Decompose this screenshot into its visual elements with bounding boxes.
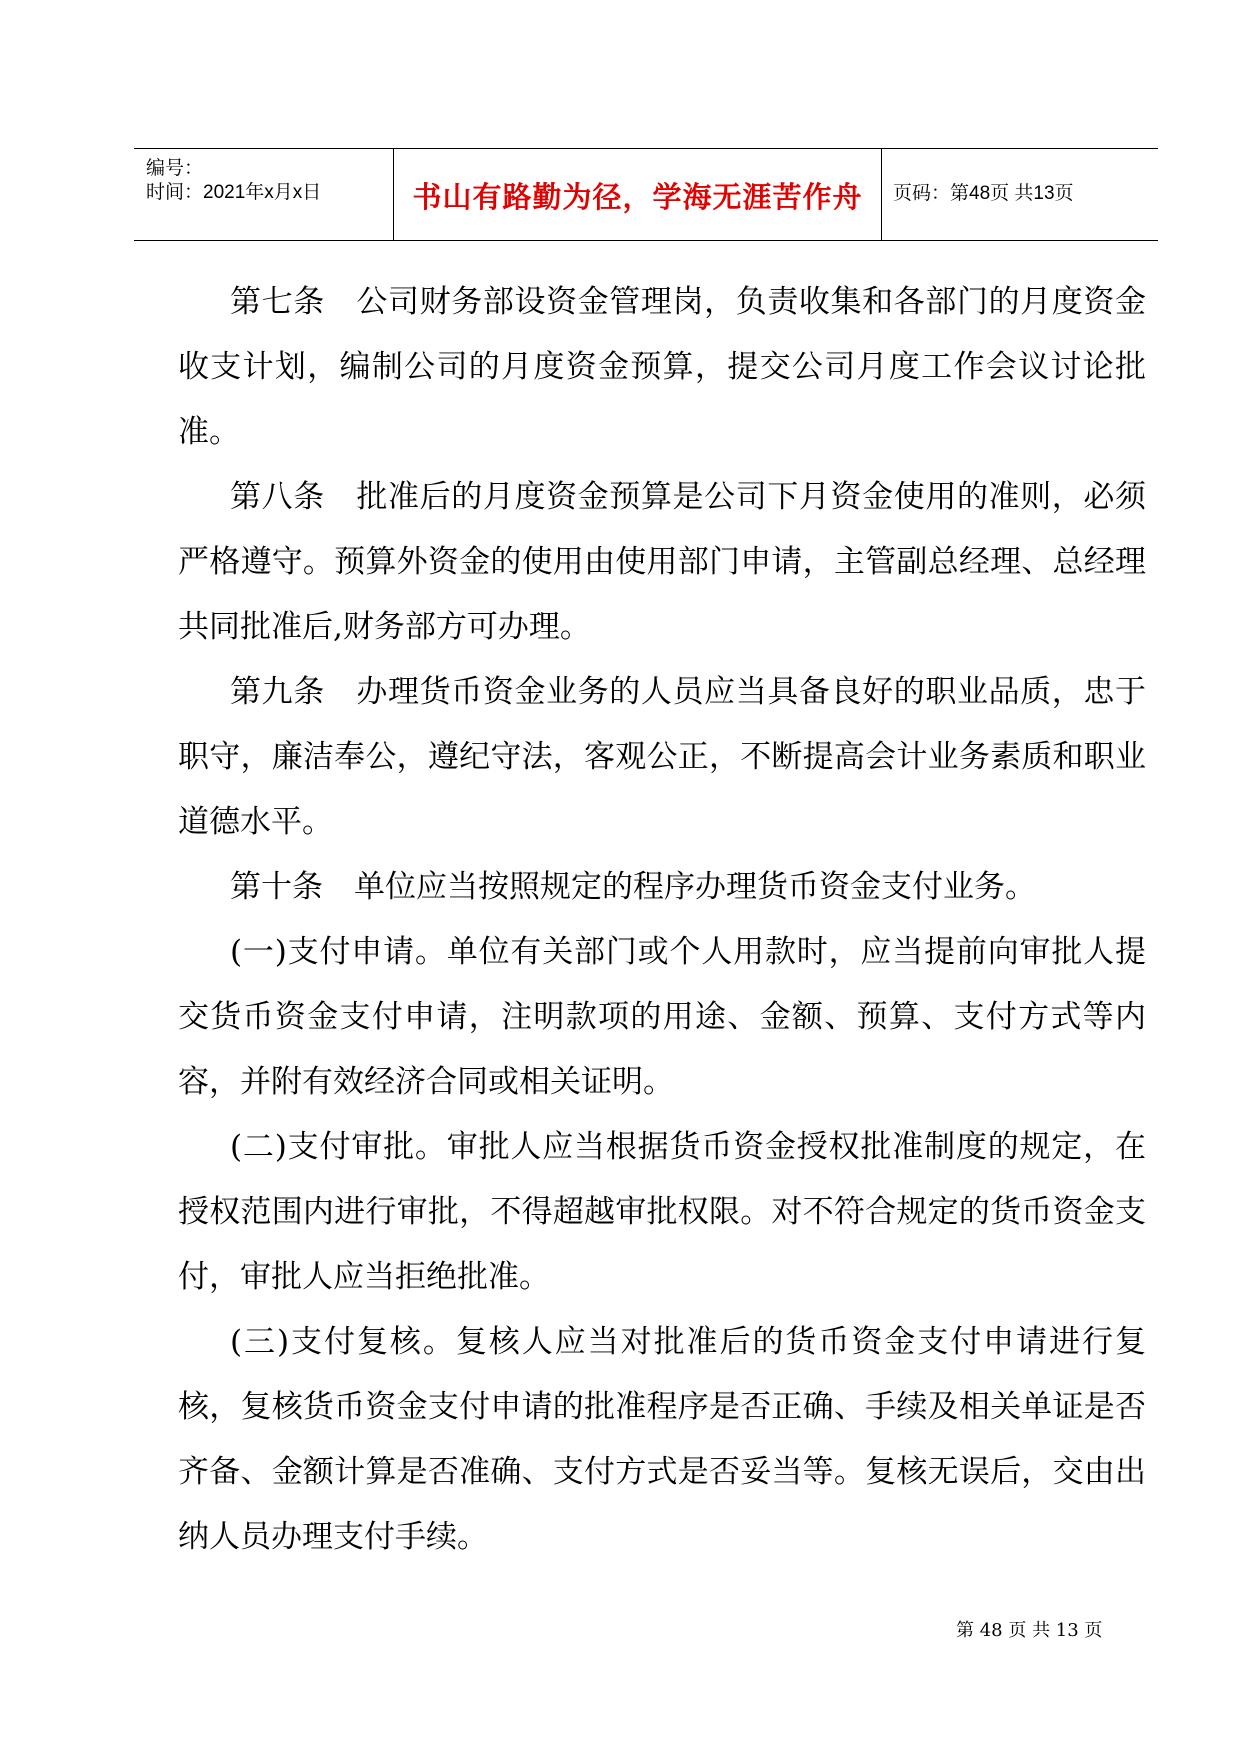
article-7-paragraph: 第七条 公司财务部设资金管理岗，负责收集和各部门的月度资金收支计划，编制公司的月度资金预算，提交公司月度工作会议讨论批准。 (178, 284, 1146, 450)
header-meta-cell (134, 149, 393, 240)
header-page-cell (881, 149, 1158, 240)
document-time-label: 时间：2021年x月x日 (146, 182, 322, 203)
header-page-code: 页码：第48页 共13页 (893, 183, 1074, 204)
document-number-label: 编号： (146, 158, 204, 179)
payment-review-paragraph: (三)支付复核。复核人应当对批准后的货币资金支付申请进行复核，复核货币资金支付申请的批准程序是否正确、手续及相关单证是否齐备、金额计算是否准确、支付方式是否妥当等。复核无误后，交由出纳人员办理支付手续。 (178, 1324, 1146, 1555)
article-8-paragraph: 第八条 批准后的月度资金预算是公司下月资金使用的准则，必须严格遵守。预算外资金的使用由使用部门申请，主管副总经理、总经理共同批准后,财务部方可办理。 (178, 479, 1146, 645)
payment-application-paragraph: (一)支付申请。单位有关部门或个人用款时，应当提前向审批人提交货币资金支付申请，注明款项的用途、金额、预算、支付方式等内容，并附有效经济合同或相关证明。 (178, 934, 1146, 1100)
document-body (178, 270, 1146, 1570)
article-9-paragraph: 第九条 办理货币资金业务的人员应当具备良好的职业品质，忠于职守，廉洁奉公，遵纪守法，客观公正，不断提高会计业务素质和职业道德水平。 (178, 674, 1146, 840)
page-header (134, 148, 1158, 241)
page-footer-number: 第 48 页 共 13 页 (956, 1620, 1103, 1641)
header-motto-cell (393, 149, 882, 240)
article-10-paragraph: 第十条 单位应当按照规定的程序办理货币资金支付业务。 (230, 869, 1036, 905)
payment-approval-paragraph: (二)支付审批。审批人应当根据货币资金授权批准制度的规定，在授权范围内进行审批，不得超越审批权限。对不符合规定的货币资金支付，审批人应当拒绝批准。 (178, 1129, 1146, 1295)
header-motto: 书山有路勤为径，学海无涯苦作舟 (412, 180, 863, 214)
